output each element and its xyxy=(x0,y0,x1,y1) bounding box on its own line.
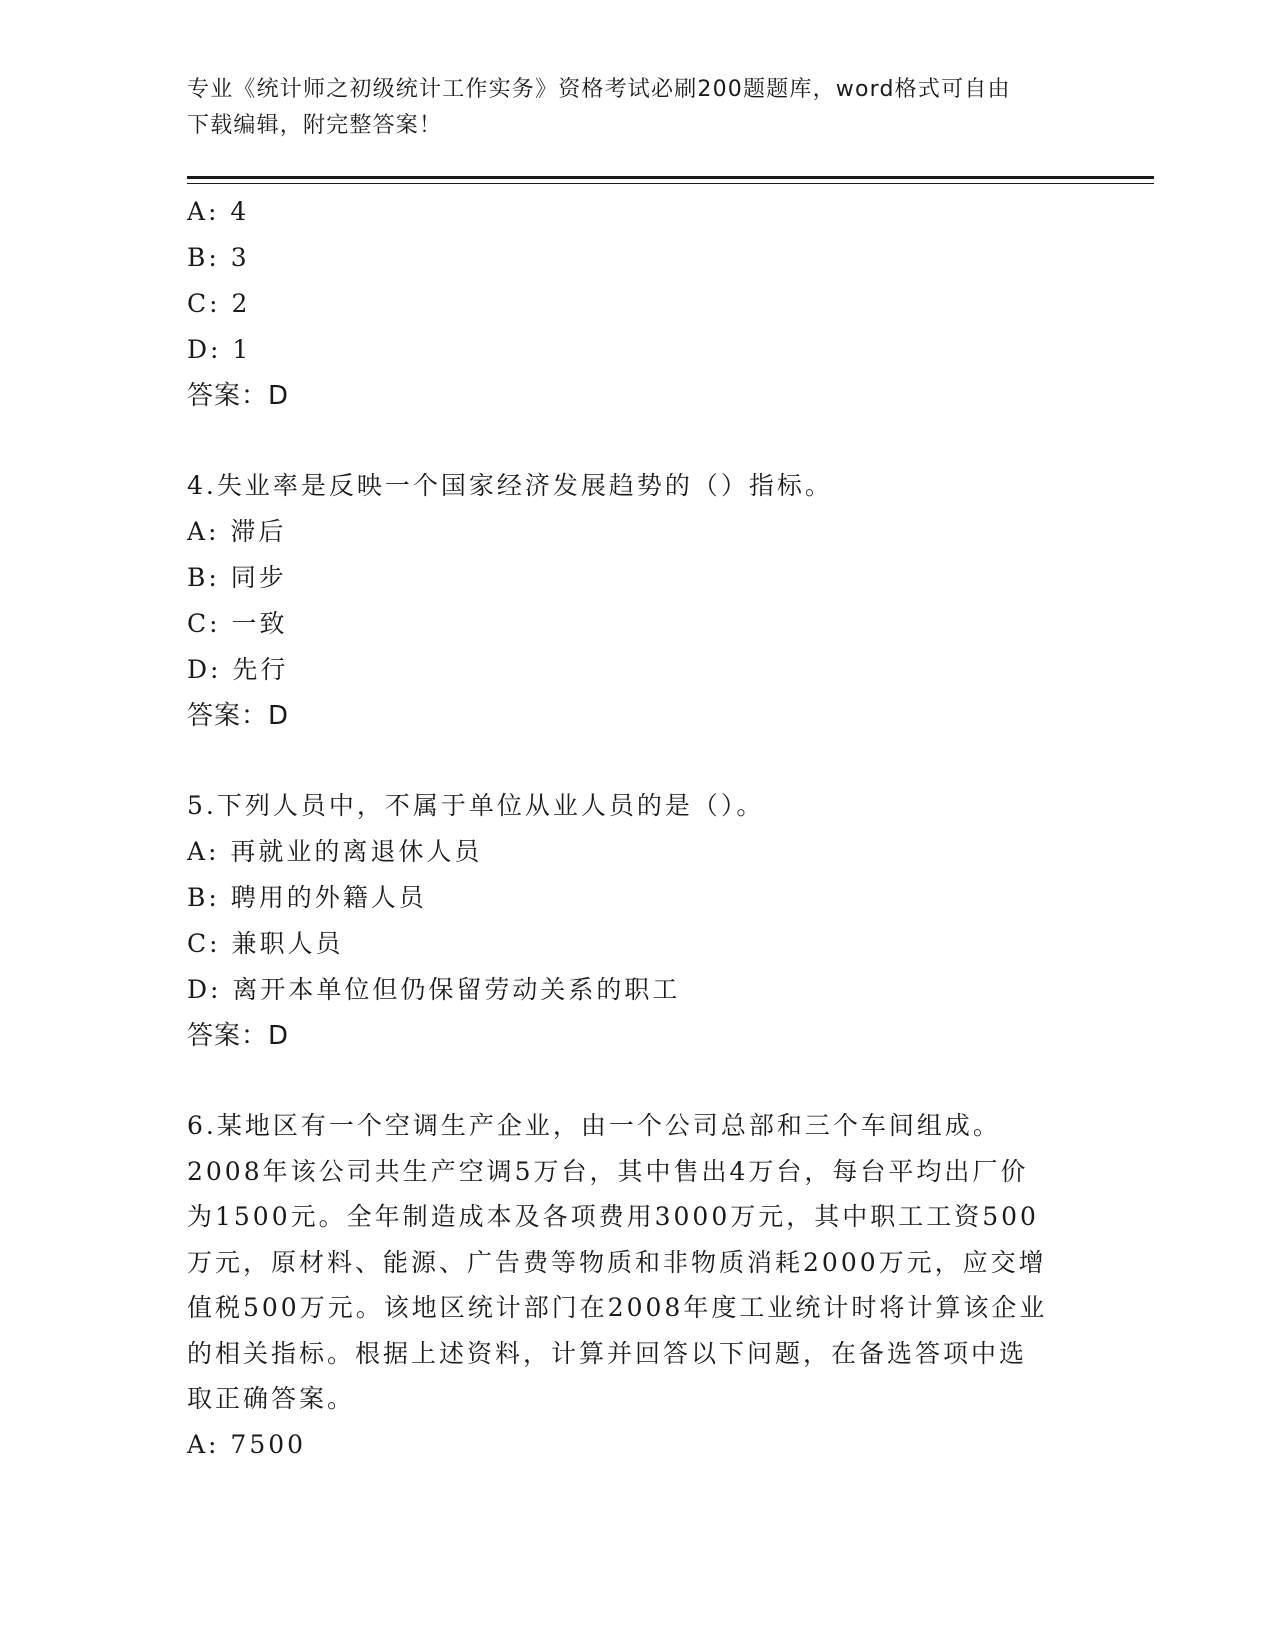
header-title-line-2: 下载编辑，附完整答案！ xyxy=(187,113,443,138)
answer-line: 答案：D xyxy=(187,1021,290,1051)
question-list xyxy=(187,189,1087,1468)
option-b: B: 聘用的外籍人员 xyxy=(187,883,427,912)
answer-line: 答案：D xyxy=(187,381,290,411)
answer-line: 答案：D xyxy=(187,701,290,731)
spacer xyxy=(187,419,1087,463)
option-d: D: 1 xyxy=(187,335,252,364)
option-a: A: 4 xyxy=(187,197,250,226)
question-stem: 4.失业率是反映一个国家经济发展趋势的（）指标。 xyxy=(187,471,833,500)
question-stem: 5.下列人员中，不属于单位从业人员的是（）。 xyxy=(187,791,765,820)
option-d: D: 先行 xyxy=(187,655,289,684)
option-a: A: 滞后 xyxy=(187,517,287,546)
stem-line: 取正确答案。 xyxy=(187,1384,356,1413)
option-b: B: 3 xyxy=(187,243,250,272)
option-c: C: 2 xyxy=(187,289,251,318)
stem-line: 2008年该公司共生产空调5万台，其中售出4万台，每台平均出厂价 xyxy=(187,1156,1029,1186)
header-divider-thick xyxy=(187,176,1154,179)
stem-line: 的相关指标。根据上述资料，计算并回答以下问题，在备选答项中选 xyxy=(187,1338,1028,1368)
option-a: A: 7500 xyxy=(187,1429,307,1459)
header-divider-thin xyxy=(187,183,1154,184)
option-c: C: 兼职人员 xyxy=(187,929,344,958)
question-3-options xyxy=(187,189,1087,419)
option-d: D: 离开本单位但仍保留劳动关系的职工 xyxy=(187,975,681,1004)
spacer xyxy=(187,1059,1087,1103)
option-c: C: 一致 xyxy=(187,609,288,638)
question-stem xyxy=(187,1103,1082,1422)
question-6 xyxy=(187,1103,1087,1468)
question-5 xyxy=(187,783,1087,1059)
question-4 xyxy=(187,463,1087,739)
option-a: A: 再就业的离退休人员 xyxy=(187,837,483,866)
option-b: B: 同步 xyxy=(187,563,287,592)
header-title-line-1: 专业《统计师之初级统计工作实务》资格考试必刷200题题库，word格式可自由 xyxy=(187,77,1011,102)
stem-line: 6.某地区有一个空调生产企业，由一个公司总部和三个车间组成。 xyxy=(187,1111,1001,1140)
stem-line: 万元，原材料、能源、广告费等物质和非物质消耗2000万元，应交增 xyxy=(187,1247,1047,1277)
spacer xyxy=(187,739,1087,783)
stem-line: 值税500万元。该地区统计部门在2008年度工业统计时将计算该企业 xyxy=(187,1293,1048,1322)
stem-line: 为1500元。全年制造成本及各项费用3000万元，其中职工工资500 xyxy=(187,1202,1039,1231)
document-header xyxy=(187,72,1067,144)
